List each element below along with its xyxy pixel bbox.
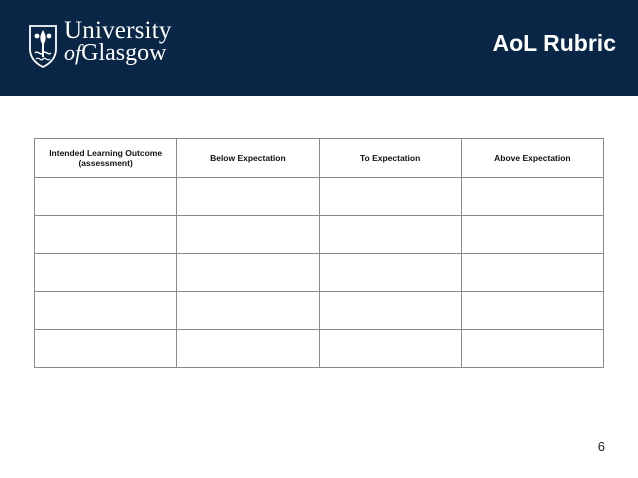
table-row bbox=[35, 330, 604, 368]
table-cell bbox=[177, 216, 319, 254]
table-cell bbox=[319, 330, 461, 368]
table-cell bbox=[35, 178, 177, 216]
table-cell bbox=[461, 254, 603, 292]
table-cell bbox=[35, 254, 177, 292]
wordmark-line1: University bbox=[64, 17, 172, 44]
slide-title: AoL Rubric bbox=[492, 30, 616, 56]
column-header-above-expectation: Above Expectation bbox=[461, 139, 603, 178]
column-header-below-expectation: Below Expectation bbox=[177, 139, 319, 178]
header-banner bbox=[0, 0, 638, 96]
table-cell bbox=[319, 254, 461, 292]
table-cell bbox=[461, 330, 603, 368]
table-header-row bbox=[35, 139, 604, 178]
table-row bbox=[35, 216, 604, 254]
column-header-to-expectation: To Expectation bbox=[319, 139, 461, 178]
table-cell bbox=[319, 216, 461, 254]
table-cell bbox=[177, 330, 319, 368]
university-crest-icon bbox=[27, 23, 59, 69]
table-cell bbox=[177, 254, 319, 292]
table-cell bbox=[35, 330, 177, 368]
table-cell bbox=[461, 292, 603, 330]
table-row bbox=[35, 292, 604, 330]
table-cell bbox=[177, 292, 319, 330]
table-row bbox=[35, 254, 604, 292]
wordmark-line2 bbox=[64, 42, 172, 64]
table-cell bbox=[319, 292, 461, 330]
university-wordmark bbox=[64, 17, 172, 66]
slide-number: 6 bbox=[597, 439, 605, 454]
column-header-learning-outcome: Intended Learning Outcome (assessment) bbox=[35, 139, 177, 178]
wordmark-of: of bbox=[64, 40, 82, 65]
table-cell bbox=[177, 178, 319, 216]
table-cell bbox=[461, 178, 603, 216]
wordmark-glasgow: Glasgow bbox=[81, 40, 167, 66]
table-row bbox=[35, 178, 604, 216]
table-cell bbox=[35, 216, 177, 254]
table-cell bbox=[35, 292, 177, 330]
table-cell bbox=[461, 216, 603, 254]
table-cell bbox=[319, 178, 461, 216]
aol-rubric-table bbox=[34, 138, 604, 368]
